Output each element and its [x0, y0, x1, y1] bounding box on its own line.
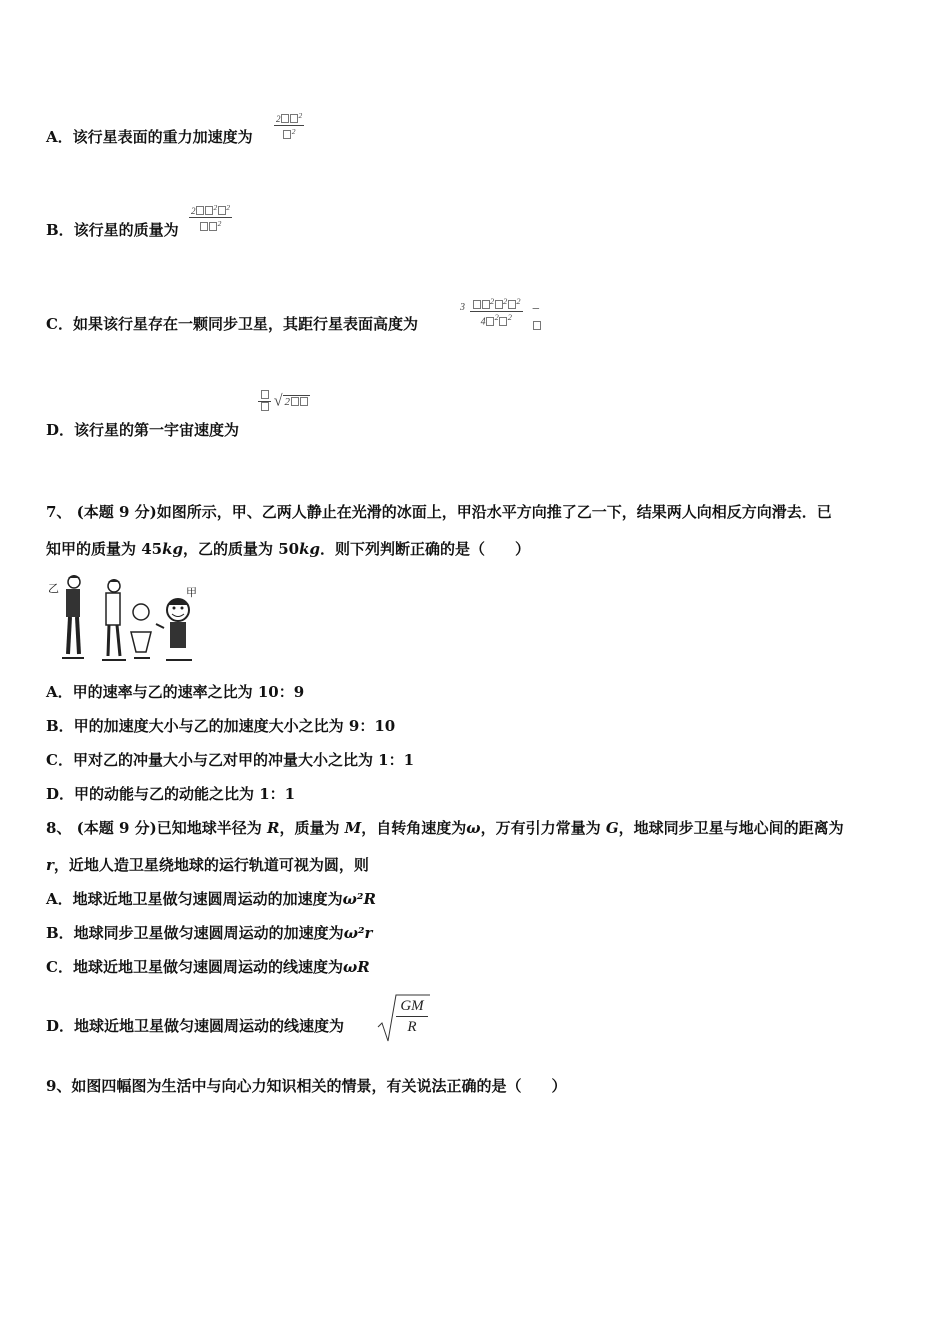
q7-option-b: B．甲的加速度大小与乙的加速度大小之比为 9：10	[46, 717, 396, 735]
q8-stem-line-1: 8、 (本题 9 分)已知地球半径为 R，质量为 M，自转角速度为ω，万有引力常量为 G，地球同步卫星与地心间的距离为	[46, 819, 844, 837]
label-jia: 甲	[186, 586, 197, 599]
q6-option-d-formula: √ 2	[258, 390, 310, 413]
q7-option-a: A．甲的速率与乙的速率之比为 10：9	[46, 683, 305, 701]
q6-option-b-formula: $\frac{2 ^2 ^2}{^2}$	[189, 202, 232, 233]
q6-option-b: B．该行星的质量为	[46, 221, 179, 239]
q6-option-d: D．该行星的第一宇宙速度为	[46, 421, 240, 439]
q9-stem: 9、如图四幅图为生活中与向心力知识相关的情景，有关说法正确的是（ ）	[46, 1077, 567, 1095]
q8-option-a: A．地球近地卫星做匀速圆周运动的加速度为ω²R	[46, 890, 376, 908]
q8-option-b: B．地球同步卫星做匀速圆周运动的加速度为ω²r	[46, 924, 373, 942]
q8-option-d-formula: GM R	[376, 993, 432, 1048]
q7-ice-skaters-figure	[46, 572, 206, 664]
q7-stem-line-1: 7、 (本题 9 分)如图所示，甲、乙两人静止在光滑的冰面上，甲沿水平方向推了乙一下，结果两人向相反方向滑去．已	[46, 503, 832, 521]
q8-option-d: D．地球近地卫星做匀速圆周运动的线速度为	[46, 1017, 345, 1035]
label-yi: 乙	[48, 582, 59, 595]
q6-option-c: C．如果该行星存在一颗同步卫星，其距行星表面高度为	[46, 315, 418, 333]
q6-option-a: A．该行星表面的重力加速度为	[46, 128, 253, 146]
skaters-illustration	[46, 572, 206, 664]
q7-option-c: C．甲对乙的冲量大小与乙对甲的冲量大小之比为 1：1	[46, 751, 415, 769]
q7-stem-line-2: 知甲的质量为 45kg，乙的质量为 50kg．则下列判断正确的是（ ）	[46, 540, 531, 558]
q6-option-a-formula: $\frac{2 ^2}{^2}$	[274, 110, 304, 141]
q6-option-c-formula: 3 $\frac{^2 ^2 ^2}{4 ^2 ^2}$ −	[460, 296, 523, 328]
q7-option-d: D．甲的动能与乙的动能之比为 1：1	[46, 785, 296, 803]
q8-option-c: C．地球近地卫星做匀速圆周运动的线速度为ωR	[46, 958, 370, 976]
q8-stem-line-2: r，近地人造卫星绕地球的运行轨道可视为圆，则	[46, 856, 369, 874]
